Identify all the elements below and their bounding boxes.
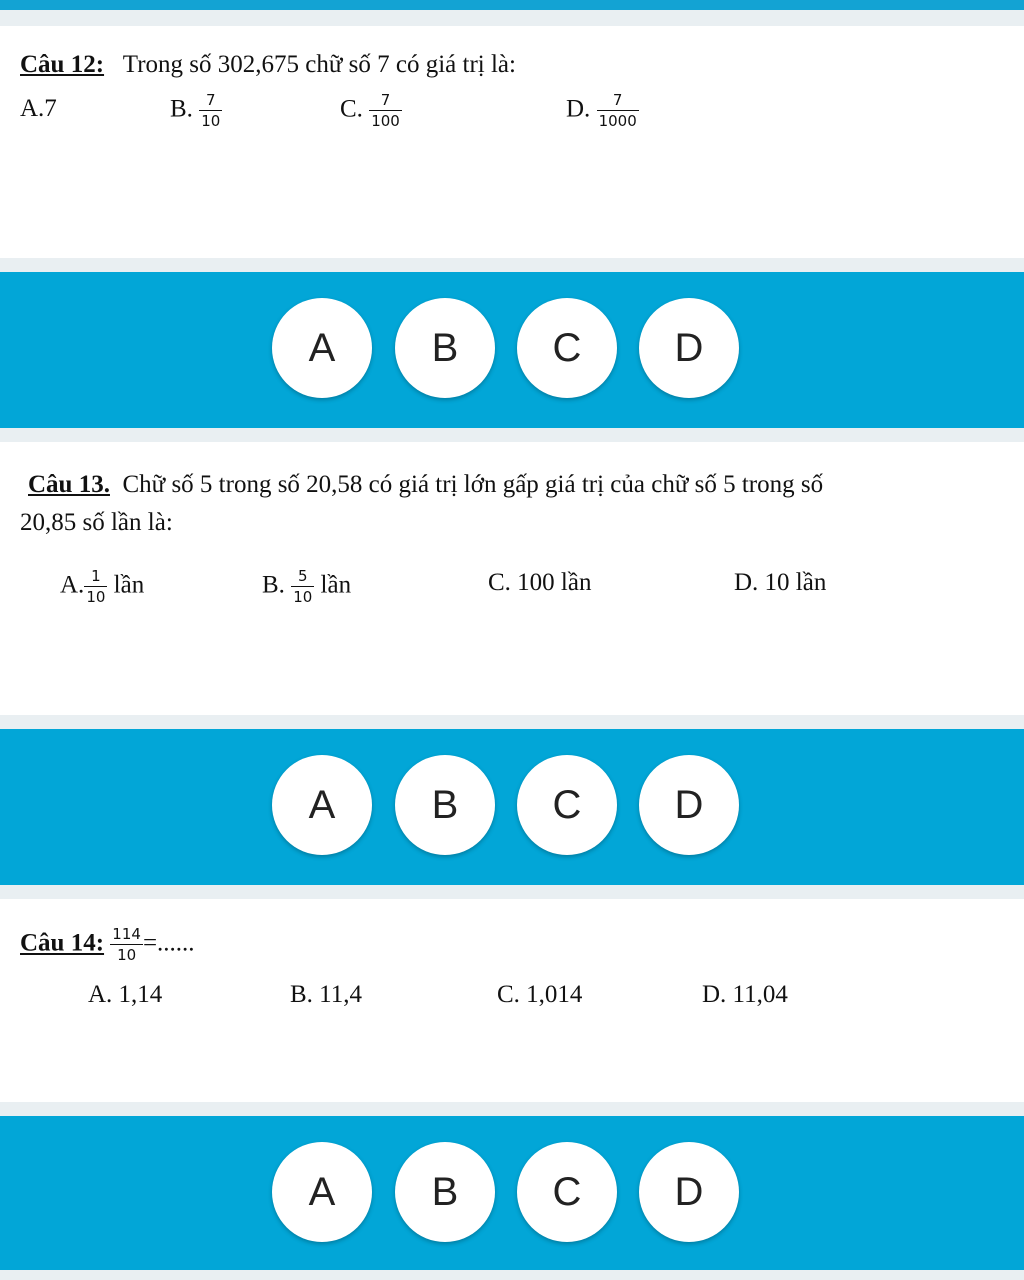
section-separator bbox=[0, 885, 1024, 899]
question-14-stem bbox=[20, 926, 195, 964]
top-accent-bar bbox=[0, 0, 1024, 10]
answer-button-b[interactable]: B bbox=[395, 298, 495, 398]
fraction: $\frac{1}{10}$ bbox=[86, 567, 106, 606]
question-14-option-d: D. 11,04 bbox=[702, 981, 788, 1008]
question-14-option-b: B. 11,4 bbox=[290, 981, 362, 1008]
top-separator bbox=[0, 10, 1024, 26]
answer-button-a[interactable]: A bbox=[272, 1142, 372, 1242]
question-13-option-c: C. 100 lần bbox=[488, 569, 592, 596]
section-separator bbox=[0, 715, 1024, 729]
answer-button-a[interactable]: A bbox=[272, 298, 372, 398]
question-12-option-c: C. $\frac{7}{100}$ bbox=[340, 91, 400, 130]
section-separator bbox=[0, 428, 1024, 442]
section-separator bbox=[0, 258, 1024, 272]
answer-button-d[interactable]: D bbox=[639, 298, 739, 398]
answer-button-c[interactable]: C bbox=[517, 298, 617, 398]
question-12-option-b: B. $\frac{7}{10}$ bbox=[170, 91, 221, 130]
question-13-label: Câu 13. bbox=[28, 471, 110, 498]
fraction: $\frac{7}{100}$ bbox=[371, 91, 400, 130]
answer-bar-question-12 bbox=[0, 272, 1024, 428]
question-12-option-a: A.7 bbox=[20, 95, 57, 122]
question-14-label: Câu 14: bbox=[20, 929, 105, 957]
question-14-option-a: A. 1,14 bbox=[88, 981, 163, 1008]
fraction: $\frac{7}{1000}$ bbox=[598, 91, 637, 130]
answer-bar-question-14 bbox=[0, 1116, 1024, 1272]
question-12-option-d: D. $\frac{7}{1000}$ bbox=[566, 91, 637, 130]
answer-button-a[interactable]: A bbox=[272, 755, 372, 855]
question-13-option-b: B. $\frac{5}{10}$ lần bbox=[262, 567, 352, 606]
fraction: $\frac{5}{10}$ bbox=[293, 567, 313, 606]
answer-bar-question-13 bbox=[0, 729, 1024, 885]
bottom-separator bbox=[0, 1270, 1024, 1280]
question-13-stem-line2: 20,85 số lần là: bbox=[20, 509, 173, 536]
answer-button-b[interactable]: B bbox=[395, 1142, 495, 1242]
answer-button-c[interactable]: C bbox=[517, 1142, 617, 1242]
question-13-stem bbox=[28, 470, 823, 500]
fraction: $\frac{114}{10}$ bbox=[112, 925, 141, 964]
question-14-blank: =...... bbox=[142, 929, 195, 957]
question-13-text: Chữ số 5 trong số 20,58 có giá trị lớn gấp giá trị của chữ số 5 trong số bbox=[122, 471, 824, 498]
answer-button-c[interactable]: C bbox=[517, 755, 617, 855]
answer-button-d[interactable]: D bbox=[639, 755, 739, 855]
question-12-label: Câu 12: bbox=[20, 51, 105, 78]
question-13-option-d: D. 10 lần bbox=[734, 569, 827, 596]
question-12-text: Trong số 302,675 chữ số 7 có giá trị là: bbox=[122, 51, 516, 78]
question-14-option-c: C. 1,014 bbox=[497, 981, 583, 1008]
question-13-option-a: A. $\frac{1}{10}$ lần bbox=[60, 567, 145, 606]
answer-button-b[interactable]: B bbox=[395, 755, 495, 855]
fraction: $\frac{7}{10}$ bbox=[201, 91, 221, 130]
answer-button-d[interactable]: D bbox=[639, 1142, 739, 1242]
section-separator bbox=[0, 1102, 1024, 1116]
question-12-stem bbox=[20, 50, 516, 80]
